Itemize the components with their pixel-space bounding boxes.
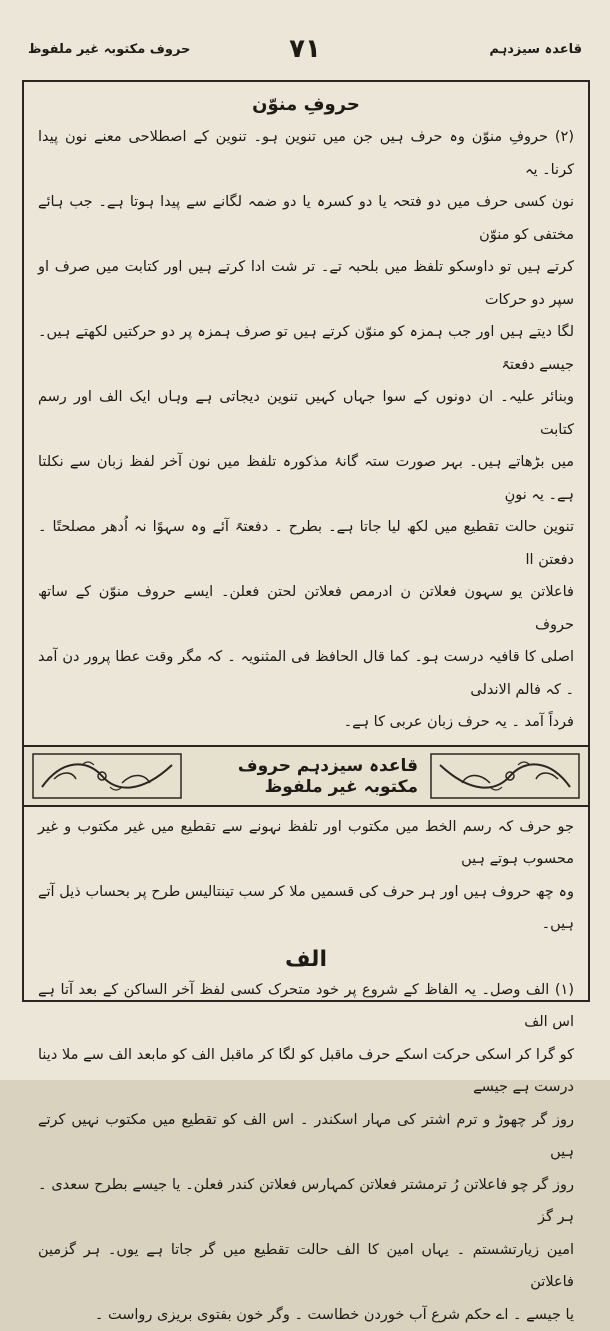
text-line: وبنائر علیہ۔ ان دونوں کے سوا جہاں کہیں تنوین دیجاتی ہے وہاں ایک الف اور رسم کتابت [38,381,574,446]
text-line: امین زیارتشستم ۔ یہاں امین کا الف حالت تقطیع میں گر جاتا ہے یوں۔ ہر گزمین فاعلاتن [38,1234,574,1299]
text-line: روز گر چھوڑ و ترم اشتر کی مہار اسکندر ۔ اس الف کو تقطیع میں مکتوب نہیں کرتے ہیں [38,1104,574,1169]
floral-ornament-left-icon [32,753,182,799]
section-title-munawwan: حروفِ منوّن [38,94,574,115]
section-body-intro [38,811,574,941]
page-header [28,28,582,84]
text-line: فاعلاتن یو سہون فعلاتن ن ادرمص فعلاتن لحتن فعلن۔ ایسے حروف منوّن کے ساتھ حروف [38,576,574,641]
text-line: روز گر چو فاعلاتن رُ ترمشتر فعلاتن کمہارس فعلاتن کندر فعلن۔ یا جیسے بطرح سعدی ۔ ہر گز [38,1169,574,1234]
page-number: ۷۱ [289,34,321,64]
text-line: یا جیسے ۔ اے حکم شرع آب خوردن خطاست ۔ وگر خون بفتوی بریزی رواست ۔ [38,1299,574,1331]
text-line: فرداً آمد ۔ یہ حرف زبان عربی کا ہے۔ [38,706,574,739]
text-frame [22,80,590,1002]
rule-thirteen-heading: قاعدہ سیزدہم حروف مکتوبہ غیر ملفوظ [194,747,418,805]
text-line: میں بڑھاتے ہیں۔ بہر صورت ستہ گانۂ مذکورہ تلفظ میں نون آخر لفظ زبان سے نکلتا ہے۔ یہ نونِ [38,446,574,511]
text-line: تنوین حالت تقطیع میں لکھ لیا جاتا ہے۔ بطرح ۔ دفعتہً آئے وہ سہوًا نہ اُدھر مصلحتًا ۔ دفعتن اا [38,511,574,576]
text-line: (۱) الف وصل۔ یہ الفاظ کے شروع پر خود متحرک کسی لفظ آخر الساکن کے بعد آتا ہے اس الف [38,974,574,1039]
text-line: کو گرا کر اسکی حرکت اسکے حرف ماقبل کو لگا کر ماقبل الف کو مابعد الف سے ملا دینا درست ہے جیسے [38,1039,574,1104]
ornamental-divider [24,745,588,807]
floral-ornament-right-icon [430,753,580,799]
section-body-alif [38,974,574,1331]
text-line: نون کسی حرف میں دو فتحہ یا دو کسرہ یا دو ضمہ لگانے سے پیدا ہوتا ہے۔ جب ہائے مختفی کو منوّن [38,186,574,251]
text-line: اصلی کا قافیہ درست ہو۔ کما قال الحافظ فی المثنویہ ۔ کہ مگر وقت عطا پرور دن آمد ۔ کہ فالم الاندلی [38,641,574,706]
section-title-alif: الف [38,947,574,972]
header-left-title: حروف مکتوبہ غیر ملفوظ [28,42,190,57]
section-body-munawwan [38,121,574,739]
text-line: کرتے ہیں تو داوسکو تلفظ میں بلحبہ تے۔ تر شت ادا کرتے ہیں اور کتابت میں صرف او سپر دو حرکات [38,251,574,316]
text-line: (۲) حروفِ منوّن وہ حرف ہیں جن میں تنوین ہو۔ تنوین کے اصطلاحی معنے نون پیدا کرنا۔ یہ [38,121,574,186]
header-right-title: قاعدہ سیزدہم [489,42,582,57]
text-line: وہ چھ حروف ہیں اور ہر حرف کی قسمیں ملا کر سب تینتالیس طرح پر بحساب ذیل آتے ہیں۔ [38,876,574,941]
text-line: لگا دیتے ہیں اور جب ہمزہ کو منوّن کرتے ہیں تو صرف ہمزہ پر دو حرکتیں لکھتے ہیں۔ جیسے دفعتہً [38,316,574,381]
text-line: جو حرف کہ رسم الخط میں مکتوب اور تلفظ نہونے سے تقطیع میں غیر مکتوب و غیر محسوب ہوتے ہیں [38,811,574,876]
